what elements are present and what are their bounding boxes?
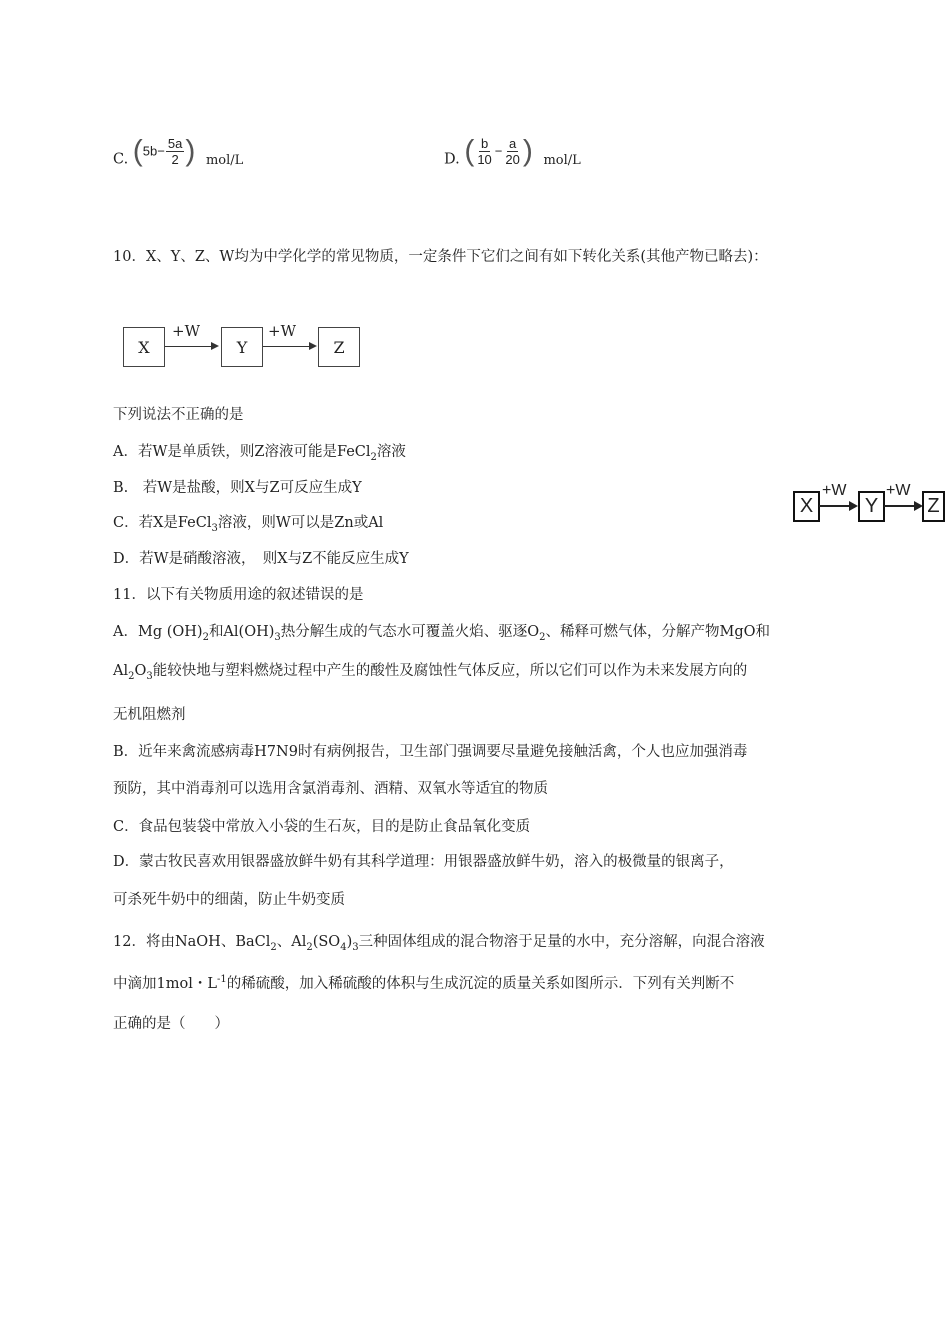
option-d-q9: D. ( $\frac{b}{10}$ − $\frac{a}{20}$ ) mol/L	[444, 134, 581, 168]
q10-option-c: C．若X是FeCl$_3$溶液，则W可以是Zn或Al	[113, 515, 384, 534]
option-c-q9: C. (5b− $\frac{5a}{2}$ ) mol/L	[113, 134, 244, 168]
arrow	[819, 505, 855, 507]
arrow-label: +W	[886, 482, 911, 499]
q11-option-c: C．食品包装袋中常放入小袋的生石灰，目的是防止食品氧化变质	[113, 819, 531, 835]
fraction	[166, 136, 184, 167]
unit: mol/L	[205, 152, 244, 168]
q11-option-a-line1: A．Mg $(OH)_2$和$Al(OH)_3$热分解生成的气态水可覆盖火焰、驱逐$O_2$、稀释可燃气体，分解产物MgO和	[113, 624, 771, 643]
numerator: b	[480, 136, 489, 151]
minus-sign: −	[157, 143, 165, 159]
arrow	[165, 346, 217, 347]
node-x: X	[123, 327, 165, 367]
option-label: D.	[444, 151, 460, 168]
q10-prompt: 下列说法不正确的是	[113, 407, 244, 423]
unit: mol/L	[543, 152, 581, 168]
denominator: 20	[505, 152, 520, 167]
fraction	[475, 136, 493, 167]
node-y: Y	[858, 491, 885, 522]
node-x: X	[793, 491, 820, 522]
node-z: Z	[922, 491, 945, 522]
option-label: C.	[113, 151, 129, 168]
numerator: a	[509, 136, 517, 151]
q11-option-b-line1: B．近年来禽流感病毒H7N9时有病例报告，卫生部门强调要尽量避免接触活禽，个人也应加强消毒	[113, 744, 748, 760]
q11-option-a-line3: 无机阻燃剂	[113, 707, 186, 723]
node-z: Z	[318, 327, 360, 367]
arrow-label: +W	[822, 482, 847, 499]
q11-option-d-line2: 可杀死牛奶中的细菌，防止牛奶变质	[113, 892, 345, 908]
arrow-label: +W	[268, 322, 296, 340]
arrow	[884, 505, 920, 507]
denominator: 2	[171, 152, 179, 167]
q11-option-d-line1: D．蒙古牧民喜欢用银器盛放鲜牛奶有其科学道理：用银器盛放鲜牛奶，溶入的极微量的银离子，	[113, 854, 734, 870]
q11-option-b-line2: 预防，其中消毒剂可以选用含氯消毒剂、酒精、双氧水等适宜的物质	[113, 781, 548, 797]
denominator: 10	[477, 152, 492, 167]
q12-stem-line1: 12．将由NaOH、BaCl$_2$、$Al_2(SO_4)_3$三种固体组成的混合物溶于足量的水中，充分溶解，向混合溶液	[113, 934, 765, 953]
fraction	[503, 136, 521, 167]
minus-sign: −	[494, 143, 503, 159]
q11-option-a-line2: $Al_2O_3$能较快地与塑料燃烧过程中产生的酸性及腐蚀性气体反应，所以它们可以作为未来发展方向的	[113, 663, 748, 682]
q10-option-b: B. 若W是盐酸，则X与Z可反应生成Y	[113, 480, 362, 496]
arrow-label: +W	[172, 322, 200, 340]
q10-stem: 10．X、Y、Z、W均为中学化学的常见物质，一定条件下它们之间有如下转化关系(其他产物已略去)：	[113, 249, 768, 265]
q11-stem: 11．以下有关物质用途的叙述错误的是	[113, 587, 364, 603]
expr-term: 5b	[142, 143, 158, 159]
q12-stem-line2: 中滴加1mol・$L^{-1}$的稀硫酸，加入稀硫酸的体积与生成沉淀的质量关系如图所示．下列有关判断不	[113, 974, 735, 992]
q10-option-d: D．若W是硝酸溶液， 则X与Z不能反应生成Y	[113, 551, 409, 567]
q12-stem-line3: 正确的是（ ）	[113, 1016, 229, 1032]
node-y: Y	[221, 327, 263, 367]
arrow	[263, 346, 315, 347]
q10-option-a: A．若W是单质铁，则Z溶液可能是FeCl$_2$溶液	[113, 444, 406, 463]
numerator: 5a	[167, 136, 183, 151]
